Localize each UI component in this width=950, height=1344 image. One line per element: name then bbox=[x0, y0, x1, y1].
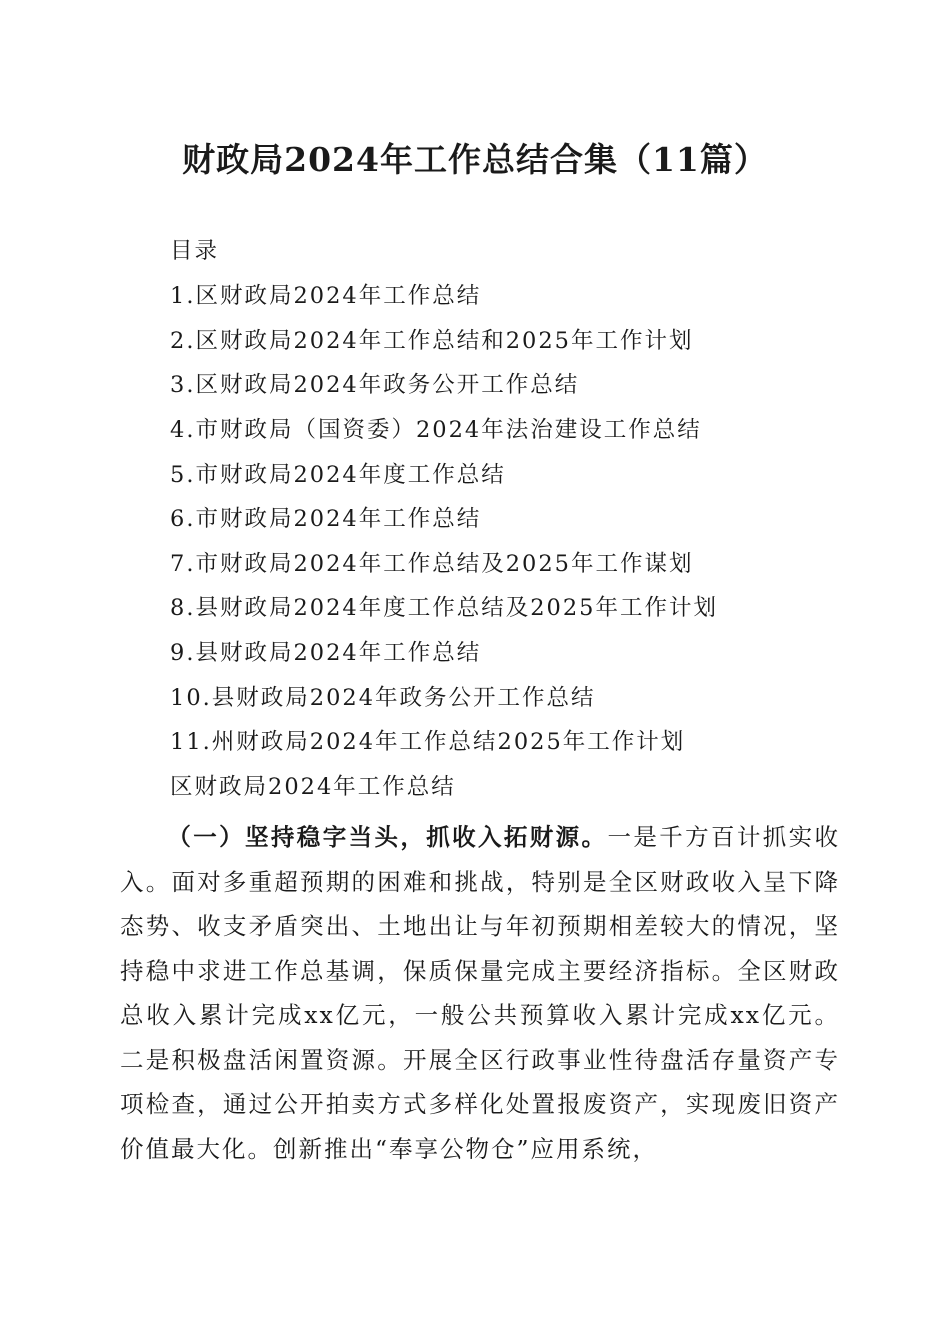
toc-item-9: 9.县财政局2024年工作总结 bbox=[170, 640, 482, 666]
toc-item-7: 7.市财政局2024年工作总结及2025年工作谋划 bbox=[170, 551, 694, 577]
section-title: 区财政局2024年工作总结 bbox=[170, 774, 456, 800]
toc-item-6: 6.市财政局2024年工作总结 bbox=[170, 506, 482, 532]
body-paragraph bbox=[120, 815, 840, 1171]
toc-item-11: 11.州财政局2024年工作总结2025年工作计划 bbox=[170, 729, 686, 755]
toc-item-2: 2.区财政局2024年工作总结和2025年工作计划 bbox=[170, 328, 694, 354]
toc-item-3: 3.区财政局2024年政务公开工作总结 bbox=[170, 372, 580, 398]
toc-item-4: 4.市财政局（国资委）2024年法治建设工作总结 bbox=[170, 417, 702, 443]
toc-item-5: 5.市财政局2024年度工作总结 bbox=[170, 462, 506, 488]
toc-item-10: 10.县财政局2024年政务公开工作总结 bbox=[170, 685, 596, 711]
document-title: 财政局2024年工作总结合集（11篇） bbox=[182, 140, 768, 179]
toc-item-8: 8.县财政局2024年度工作总结及2025年工作计划 bbox=[170, 595, 718, 621]
paragraph-lead: （一）坚持稳字当头，抓收入拓财源。 bbox=[167, 823, 608, 851]
toc-heading: 目录 bbox=[170, 238, 220, 264]
toc-item-1: 1.区财政局2024年工作总结 bbox=[170, 283, 482, 309]
paragraph-text: 一是千方百计抓实收入。面对多重超预期的困难和挑战，特别是全区财政收入呈下降态势、收支矛盾突出、土地出让与年初预期相差较大的情况，坚持稳中求进工作总基调，保质保量完成主要经济指标。全区财政总收入累计完成xx亿元，一般公共预算收入累计完成xx亿元。二是积极盘活闲置资源。开展全区行政事业性待盘活存量资产专项检查，通过公开拍卖方式多样化处置报废资产，实现废旧资产价值最大化。创新推出“奉享公物仓”应用系统， bbox=[120, 823, 841, 1163]
